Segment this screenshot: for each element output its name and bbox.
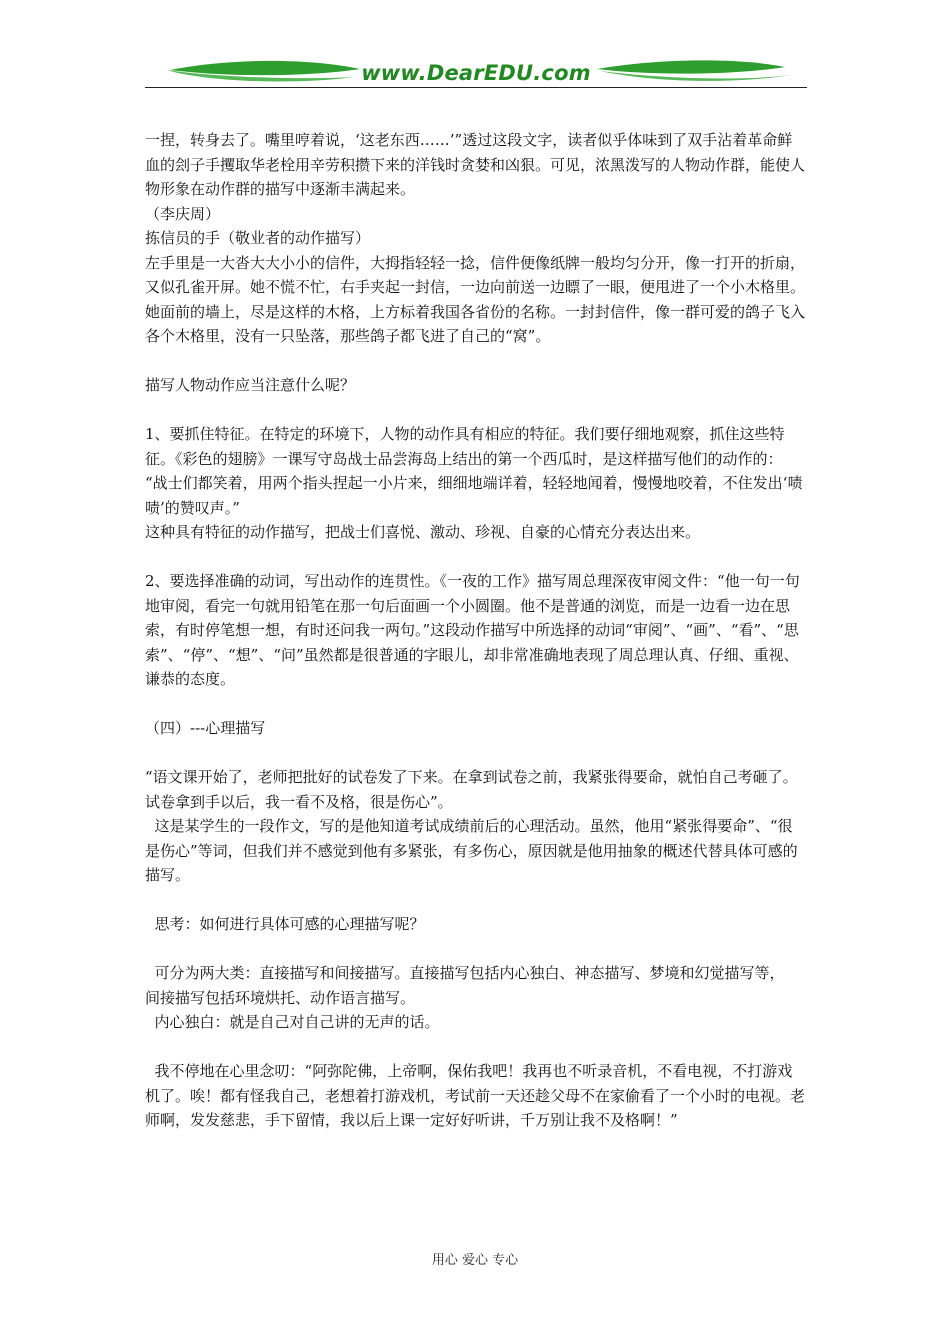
section-heading: （四）---心理描写: [145, 719, 266, 737]
paragraph: 内心独白：就是自己对自己讲的无声的话。: [145, 1013, 440, 1031]
blank-line: [145, 398, 807, 423]
page-footer: 用心 爱心 专心: [431, 1253, 519, 1268]
paragraph: 描写人物动作应当注意什么呢？: [145, 376, 356, 394]
paragraph: 1、要抓住特征。在特定的环境下，人物的动作具有相应的特征。我们要仔细地观察，抓住这些特征。《彩色的翅膀》一课写守岛战士品尝海岛上结出的第一个西瓜时，是这样描写他们的动作的：: [145, 425, 785, 468]
paragraph: 间接描写包括环境烘托、动作语言描写。: [145, 988, 416, 1007]
paragraph: 我不停地在心里念叨：“阿弥陀佛，上帝啊，保佑我吧！我再也不听录音机，不看电视，不打游戏机了。唉！都有怪我自己，老想着打游戏机，考试前一天还趁父母不在家偷看了一个小时的电视。老师啊，发发慈悲，手下留情，我以后上课一定好好听讲，千万别让我不及格啊！”: [145, 1062, 806, 1129]
paragraph: 可分为两大类：直接描写和间接描写。直接描写包括内心独白、神态描写、梦境和幻觉描写等，: [145, 964, 785, 982]
paragraph: “语文课开始了，老师把批好的试卷发了下来。在拿到试卷之前，我紧张得要命，就怕自己考砸了。试卷拿到手以后，我一看不及格，很是伤心”。: [145, 768, 798, 811]
blank-line: [145, 741, 807, 766]
blank-line: [145, 545, 807, 570]
paragraph: 2、要选择准确的动词，写出动作的连贯性。《一夜的工作》描写周总理深夜审阅文件：“他一句一句地审阅，看完一句就用铅笔在那一句后面画一个小圆圈。他不是普通的浏览，而是一边看一边在思索，有时停笔想一想，有时还问我一两句。”这段动作描写中所选择的动词“审阅”、“画”、“看”、“思索”、“停”、“想”、“问”虽然都是很普通的字眼儿，却非常准确地表现了周总理认真、仔细、重视、谦恭的态度。: [145, 572, 800, 688]
blank-line: [145, 888, 807, 913]
paragraph: （李庆周）: [145, 204, 221, 223]
blank-line: [145, 1035, 807, 1060]
paragraph: 这是某学生的一段作文，写的是他知道考试成绩前后的心理活动。虽然，他用“紧张得要命”、“很是伤心”等词，但我们并不感觉到他有多紧张，有多伤心，原因就是他用抽象的概述代替具体可感的描写。: [145, 817, 798, 884]
paragraph: 左手里是一大沓大大小小的信件，大拇指轻轻一捻，信件便像纸牌一般均匀分开，像一打开的折扇，又似孔雀开屏。她不慌不忙，右手夹起一封信，一边向前送一边瞟了一眼，便甩进了一个小木格里。她面前的墙上，尽是这样的木格，上方标着我国各省份的名称。一封封信件，像一群可爱的鸽子飞入各个木格里，没有一只坠落，那些鸽子都飞进了自己的“窝”。: [145, 253, 806, 345]
document-body: [145, 128, 807, 1133]
header-rule: [145, 87, 807, 88]
blank-line: [145, 692, 807, 717]
site-url: www.DearEDU.com: [361, 61, 591, 85]
paragraph: 这种具有特征的动作描写，把战士们喜悦、激动、珍视、自豪的心情充分表达出来。: [145, 523, 701, 541]
blank-line: [145, 937, 807, 962]
paragraph: 一捏，转身去了。嘴里哼着说，‘这老东西……’”透过这段文字，读者似乎体味到了双手沾着革命鲜血的刽子手攫取华老栓用辛劳积攒下来的洋钱时贪婪和凶狠。可见，浓黑泼写的人物动作群，能使人物形象在动作群的描写中逐渐丰满起来。: [145, 131, 806, 198]
paragraph: “战士们都笑着，用两个指头捏起一小片来，细细地端详着，轻轻地闻着，慢慢地咬着，不住发出‘啧啧’的赞叹声。”: [145, 474, 803, 517]
paragraph: 拣信员的手（敬业者的动作描写）: [145, 229, 371, 247]
blank-line: [145, 349, 807, 374]
paragraph: 思考：如何进行具体可感的心理描写呢？: [145, 915, 425, 933]
